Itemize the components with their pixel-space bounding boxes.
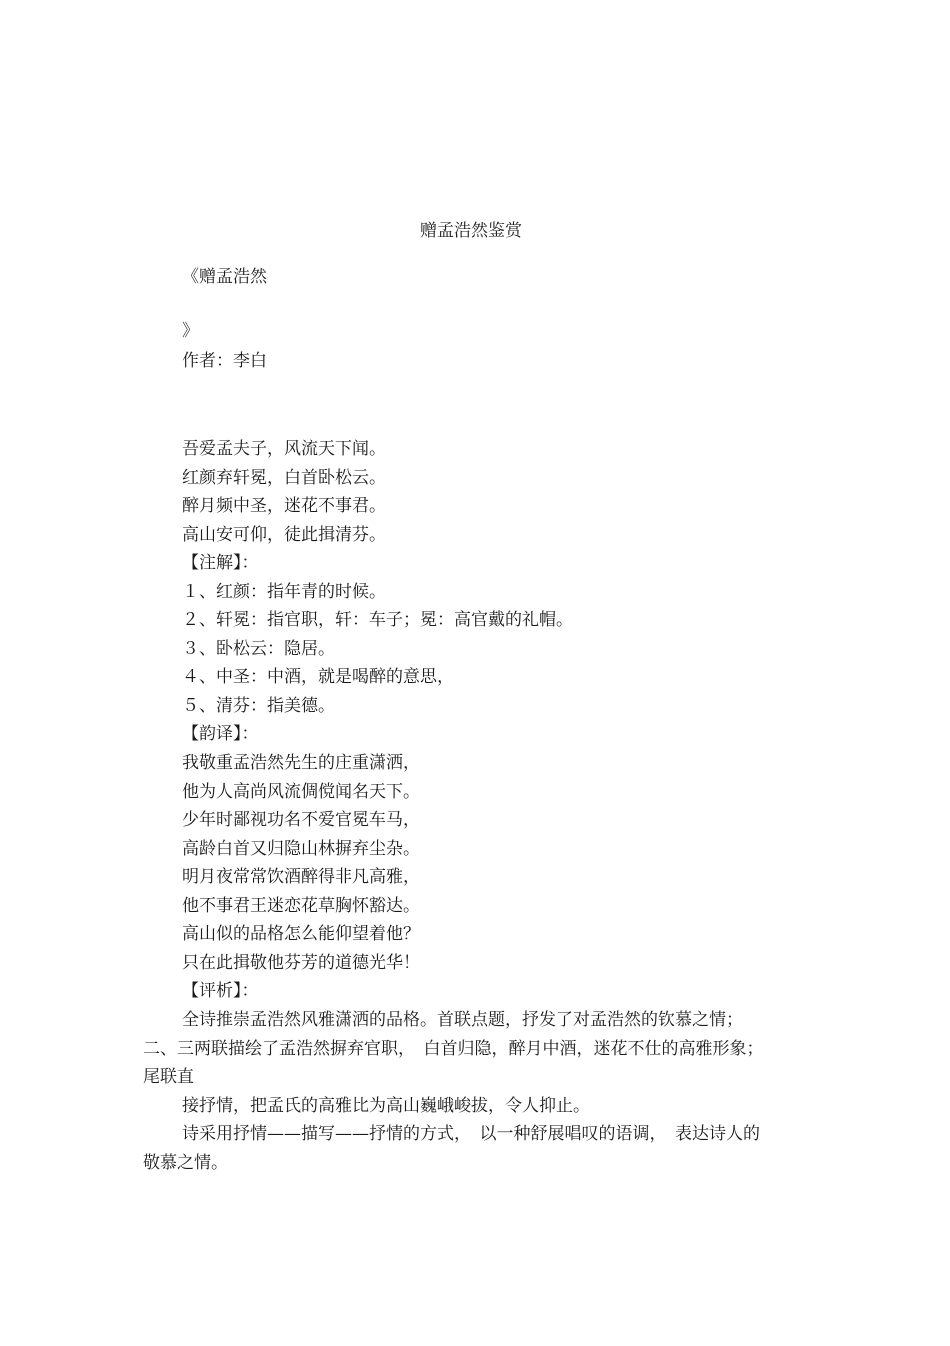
translation-line: 我敬重孟浩然先生的庄重潇洒， [182, 753, 420, 773]
note-item: ２、轩冕：指官职，轩：车子；冕：高官戴的礼帽。 [182, 610, 573, 630]
commentary-heading: 【评析】： [182, 981, 259, 1001]
poem-line: 红颜弃轩冕，白首卧松云。 [182, 468, 386, 488]
translation-line: 高龄白首又归隐山林摒弃尘杂。 [182, 839, 420, 859]
note-item: ３、卧松云：隐居。 [182, 639, 335, 659]
translation-line: 只在此揖敬他芬芳的道德光华！ [182, 953, 420, 973]
note-item: １、红颜：指年青的时候。 [182, 582, 386, 602]
translation-line: 他为人高尚风流倜傥闻名天下。 [182, 782, 420, 802]
translation-line: 他不事君王迷恋花草胸怀豁达。 [182, 896, 420, 916]
commentary-line: 二、三两联描绘了孟浩然摒弃官职， 白首归隐，醉月中酒，迷花不仕的高雅形象； [143, 1039, 764, 1059]
author-line: 作者：李白 [182, 351, 267, 371]
translation-line: 高山似的品格怎么能仰望着他？ [182, 924, 420, 944]
note-item: ５、清芬：指美德。 [182, 696, 335, 716]
translation-line: 少年时鄙视功名不爱官冕车马， [182, 810, 420, 830]
work-title-close: 》 [182, 321, 199, 341]
commentary-line: 敬慕之情。 [143, 1153, 228, 1173]
poem-line: 吾爱孟夫子，风流天下闻。 [182, 439, 386, 459]
commentary-line: 全诗推崇孟浩然风雅潇洒的品格。首联点题，抒发了对孟浩然的钦慕之情； [182, 1010, 743, 1030]
translation-heading: 【韵译】： [182, 724, 259, 744]
notes-heading: 【注解】： [182, 553, 259, 573]
commentary-line: 尾联直 [143, 1067, 194, 1087]
document-title: 赠孟浩然鉴赏 [420, 221, 522, 241]
commentary-line: 诗采用抒情——描写——抒情的方式， 以一种舒展唱叹的语调， 表达诗人的 [182, 1124, 760, 1144]
work-title-open: 《赠孟浩然 [182, 267, 267, 287]
translation-line: 明月夜常常饮酒醉得非凡高雅， [182, 867, 420, 887]
poem-line: 高山安可仰，徒此揖清芬。 [182, 525, 386, 545]
poem-line: 醉月频中圣，迷花不事君。 [182, 496, 386, 516]
note-item: ４、中圣：中酒，就是喝醉的意思， [182, 667, 454, 687]
commentary-line: 接抒情，把孟氏的高雅比为高山巍峨峻拔，令人抑止。 [182, 1096, 590, 1116]
